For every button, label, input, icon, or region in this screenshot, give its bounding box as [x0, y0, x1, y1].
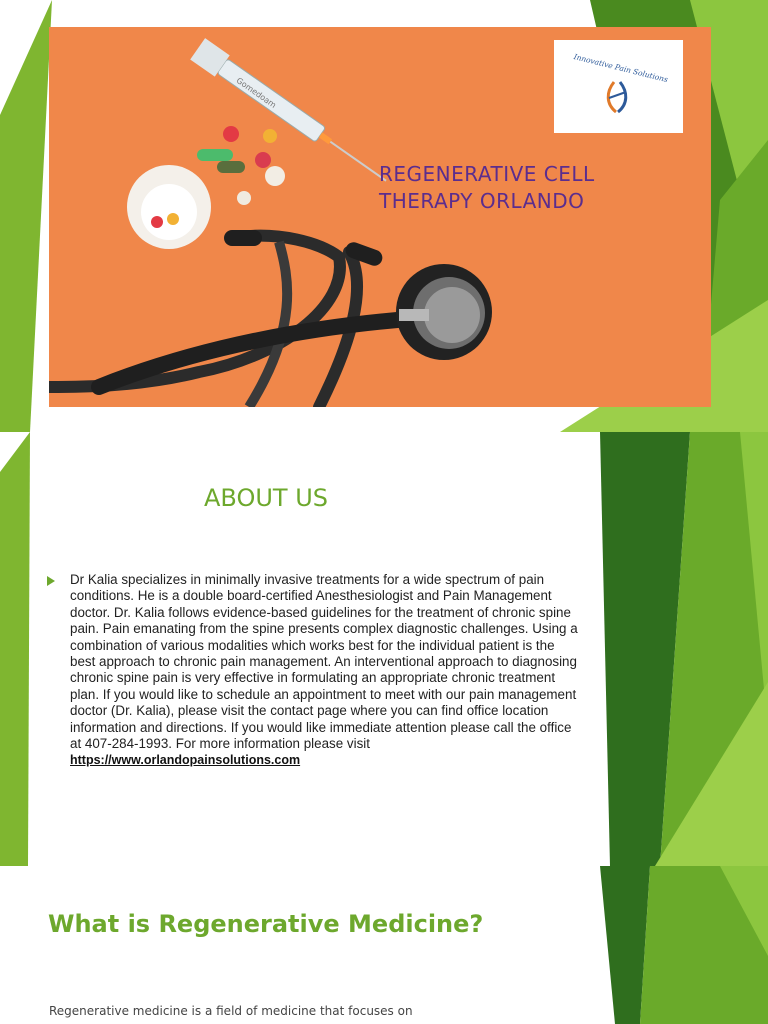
- hero-title: [379, 161, 704, 215]
- about-paragraph: [70, 572, 580, 769]
- pill: [263, 129, 277, 143]
- hero-title-line2: THERAPY ORLANDO: [379, 189, 585, 213]
- logo-text: Innovative Pain Solutions: [572, 52, 669, 85]
- stethoscope-tube: [49, 236, 340, 387]
- pill: [223, 126, 239, 142]
- hero-banner: [49, 27, 711, 407]
- hero-title-line1: REGENERATIVE CELL: [379, 162, 595, 186]
- slide-regenerative: [0, 866, 768, 1024]
- website-link[interactable]: https://www.orlandopainsolutions.com: [70, 753, 301, 768]
- pill: [265, 166, 285, 186]
- pill: [255, 152, 271, 168]
- regen-heading: What is Regenerative Medicine?: [48, 910, 484, 938]
- pill: [197, 149, 233, 161]
- company-logo: [554, 40, 683, 133]
- slide-hero: [0, 0, 768, 432]
- about-heading: ABOUT US: [204, 484, 329, 512]
- about-body-text: Dr Kalia specializes in minimally invasive treatments for a wide spectrum of pain conditions. He is a double board-certified Anesthesiologist and Pain Management doctor. Dr. Kalia follows evidence-based guidelines for the treatment of chronic spine pain. Pain emanating from the spine presents complex diagnostic challenges. Using a combination of various modalities which works best for the individual patient is the best approach to chronic pain management. An interventional approach to diagnosing chronic spine pain is very effective in formulating an appropriate chronic treatment plan. If you would like to schedule an appointment to meet with our pain management doctor (Dr. Kalia), please visit the contact page where you can find office location information and directions. If you would like immediate attention please call the office at 407-284-1993. For more information please visit: [70, 572, 578, 752]
- pill: [217, 161, 245, 173]
- green-decoration: [0, 866, 768, 1024]
- bullet-arrow-icon: [47, 576, 55, 586]
- slide-about: [0, 432, 768, 866]
- syringe-label: Gomedoam: [234, 75, 278, 110]
- regen-body-text: Regenerative medicine is a field of medicine that focuses on: [49, 1004, 413, 1018]
- pill: [237, 191, 251, 205]
